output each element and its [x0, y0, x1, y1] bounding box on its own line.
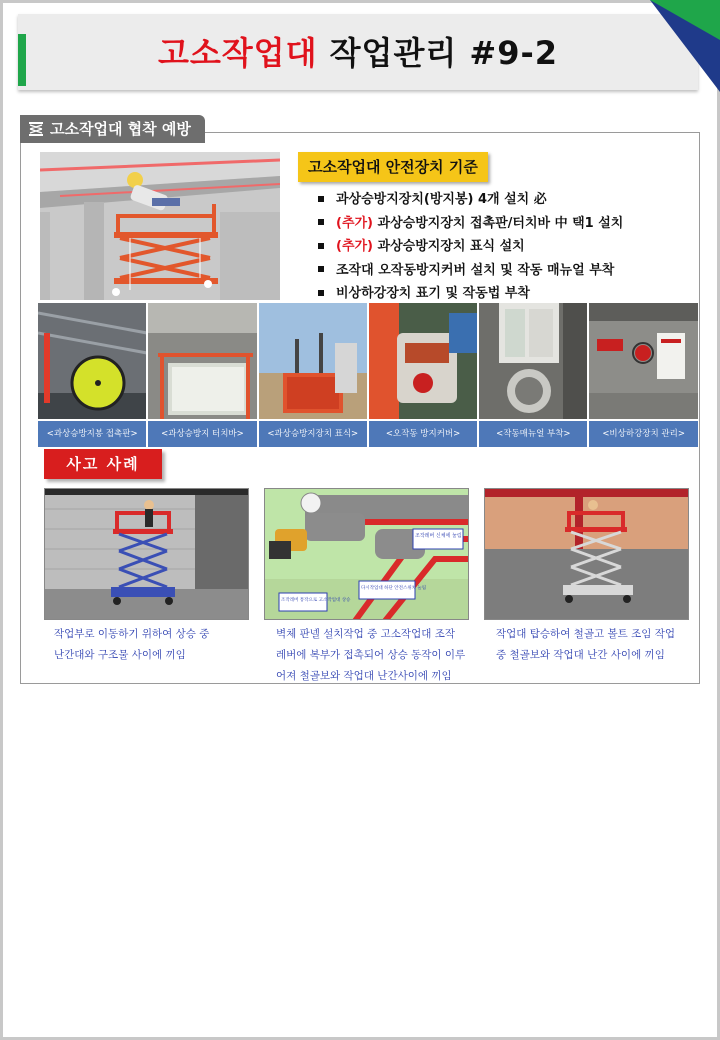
case-image-2: [264, 488, 469, 620]
photo-card: [259, 303, 367, 447]
list-item: [318, 188, 698, 212]
item-text: 과상승방지장치 표식 설치: [373, 239, 525, 254]
case-line: 난간대와 구조물 사이에 끼임: [54, 649, 186, 661]
photo-card: [148, 303, 256, 447]
photo-cover: [369, 303, 477, 419]
case-image-1: [44, 488, 249, 620]
photo-row: [38, 303, 698, 447]
accident-cases-title: 사고 사례: [44, 449, 162, 479]
case-image-label: 조작레버 통작으로 고소작업대 상승: [281, 598, 351, 603]
photo-caption: <과상승방지 터치바>: [148, 421, 256, 447]
item-text: 조작대 오작동방지커버 설치 및 작동 매뉴얼 부착: [336, 262, 615, 278]
bullet-icon: [318, 219, 324, 225]
case-line: 중 철골보와 작업대 난간 사이에 끼임: [496, 649, 665, 661]
section-tab-label: 고소작업대 협착 예방: [50, 120, 191, 138]
case-line: 레버에 복부가 접촉되어 상승 동작이 이루: [276, 649, 466, 661]
corner-decoration-icon: [650, 0, 720, 92]
bullet-icon: [318, 290, 324, 296]
bullet-icon: [318, 196, 324, 202]
case-image-label: 다시작업대 하단 안전스위치 눌림: [361, 586, 427, 591]
bullet-icon: [318, 266, 324, 272]
list-item: [318, 259, 698, 283]
section-tab: [20, 115, 205, 143]
scissor-lift-illustration: [40, 152, 280, 300]
item-text: 과상승방지장치(방지봉) 4개 설치 必: [336, 192, 547, 207]
item-text: 과상승방지장치 접촉판/터치바 中 택1 설치: [373, 215, 624, 231]
photo-contact-plate: [38, 303, 146, 419]
case-description-3: [496, 624, 675, 666]
photo-caption: <오작동 방지커버>: [369, 421, 477, 447]
photo-card: [479, 303, 587, 447]
photo-touch-bar: [148, 303, 256, 419]
photo-card: [589, 303, 697, 447]
photo-manual: [479, 303, 587, 419]
case-description-2: [276, 624, 465, 687]
photo-caption: <비상하강장치 관리>: [589, 421, 697, 447]
case-line: 작업부로 이동하기 위하여 상승 중: [54, 628, 210, 640]
page-title-rest: 작업관리 #9-2: [329, 34, 559, 72]
scissor-lift-icon: [28, 121, 44, 137]
item-tag: (추가): [336, 215, 373, 231]
photo-caption: <작동매뉴얼 부착>: [479, 421, 587, 447]
page-title: [18, 28, 698, 74]
photo-caption: <과상승방지봉 접촉판>: [38, 421, 146, 447]
case-line: 어져 철골보와 작업대 난간사이에 끼임: [276, 670, 452, 682]
photo-card: [369, 303, 477, 447]
photo-card: [38, 303, 146, 447]
item-text: 비상하강장치 표기 및 작동법 부착: [336, 286, 530, 301]
case-image-label: 조작레버 신체에 눌림: [415, 533, 462, 539]
case-line: 작업대 탑승하여 철골고 볼트 조임 작업: [496, 628, 675, 640]
photo-sign: [259, 303, 367, 419]
case-description-1: [54, 624, 209, 666]
standards-title: 고소작업대 안전장치 기준: [298, 152, 488, 182]
page-title-highlight: 고소작업대: [157, 34, 318, 72]
list-item: [318, 282, 698, 306]
standards-list: [318, 188, 698, 306]
case-line: 벽체 판넬 설치작업 중 고소작업대 조작: [276, 628, 455, 640]
list-item: [318, 212, 698, 236]
bullet-icon: [318, 243, 324, 249]
item-tag: (추가): [336, 239, 373, 254]
photo-emergency: [589, 303, 697, 419]
list-item: [318, 235, 698, 259]
case-image-3: [484, 488, 689, 620]
photo-caption: <과상승방지장치 표식>: [259, 421, 367, 447]
